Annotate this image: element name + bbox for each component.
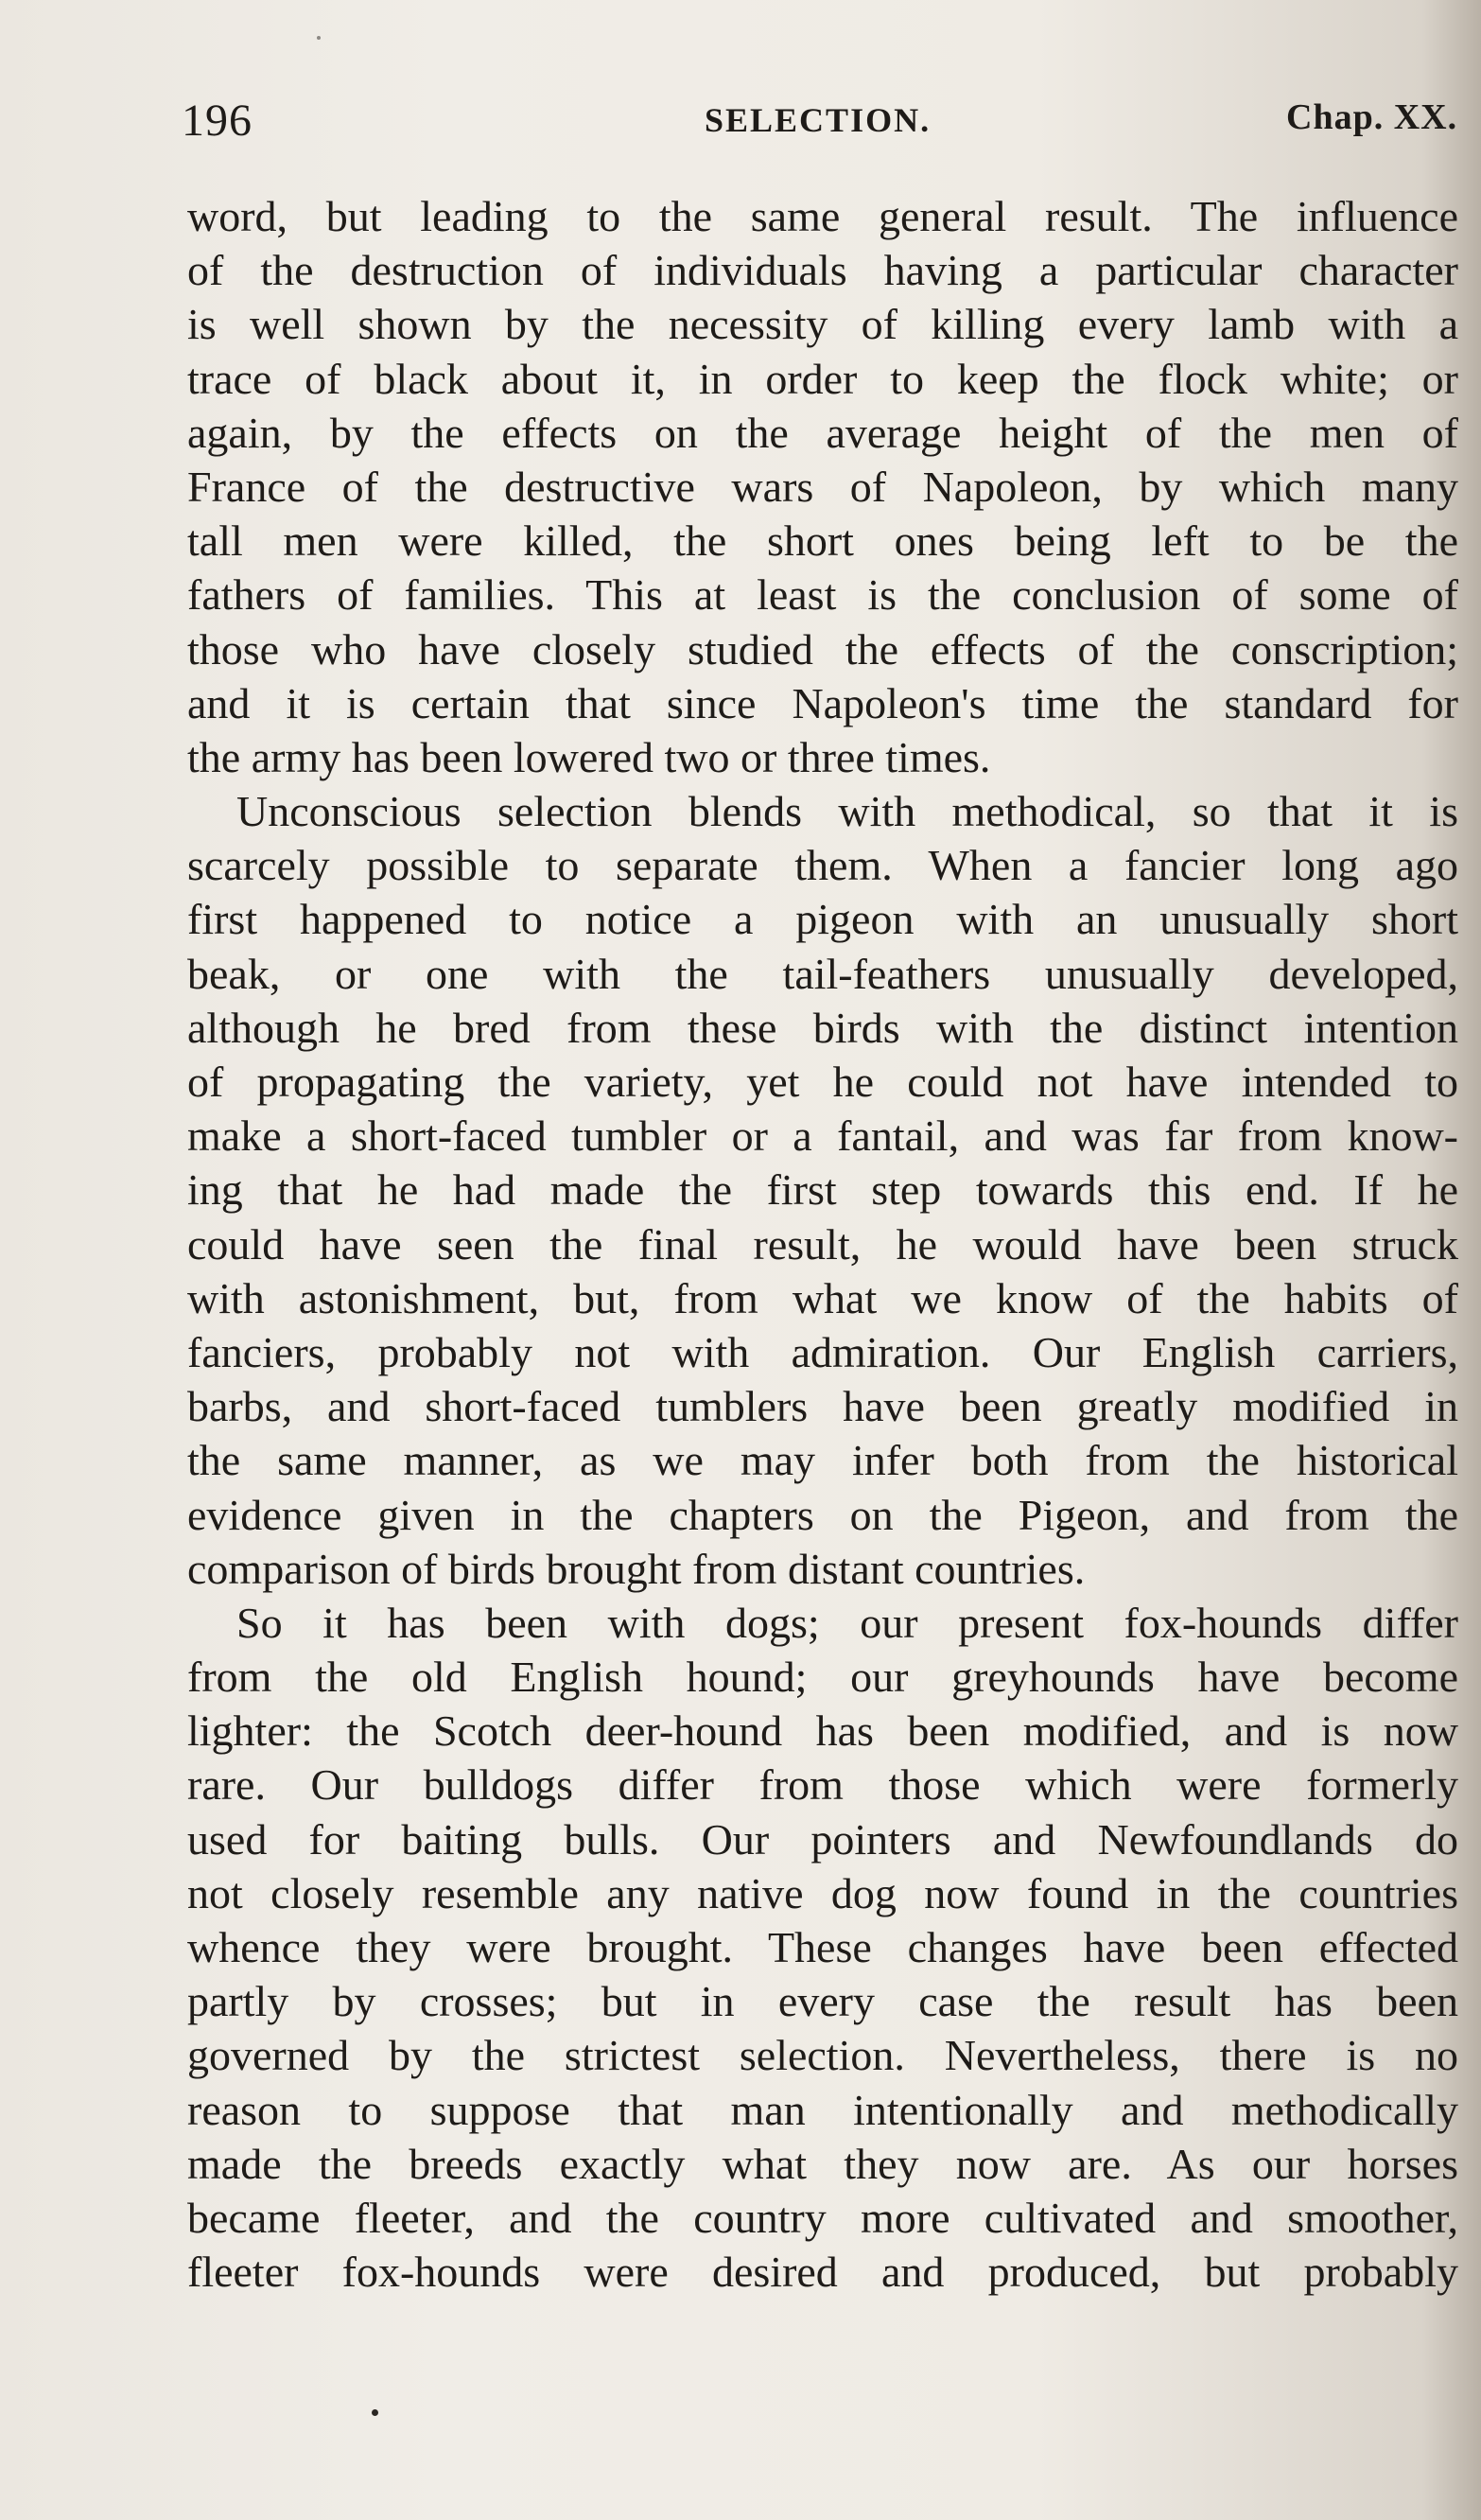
text-line: used for baiting bulls. Our pointers and Newfoundlands do (187, 1814, 1458, 1864)
text-line: ing that he had made the first step towards this end. If he (187, 1165, 1458, 1215)
text-line: those who have closely studied the effects of the conscription; (187, 624, 1458, 674)
text-line: governed by the strictest selection. Nevertheless, there is no (187, 2031, 1458, 2080)
body-text (187, 189, 1458, 2299)
chapter-reference: Chap. XX. (1286, 97, 1458, 137)
text-line: rare. Our bulldogs differ from those which were formerly (187, 1760, 1458, 1810)
text-line: France of the destructive wars of Napoleon, by which many (187, 462, 1458, 511)
text-line: So it has been with dogs; our present fox-hounds differ (236, 1598, 1458, 1647)
text-line: of the destruction of individuals having a particular character (187, 246, 1458, 295)
paragraph (187, 189, 1458, 784)
text-line: evidence given in the chapters on the Pigeon, and from the (187, 1490, 1458, 1539)
text-line: from the old English hound; our greyhounds have become (187, 1653, 1458, 1702)
text-line: barbs, and short-faced tumblers have been greatly modified in (187, 1382, 1458, 1431)
text-line: beak, or one with the tail-feathers unusually developed, (187, 949, 1458, 998)
text-line: fanciers, probably not with admiration. Our English carriers, (187, 1327, 1458, 1376)
text-line: with astonishment, but, from what we know of the habits of (187, 1273, 1458, 1322)
text-line: again, by the effects on the average height of the men of (187, 408, 1458, 457)
text-line: scarcely possible to separate them. When a fancier long ago (187, 841, 1458, 890)
text-line: trace of black about it, in order to keep the flock white; or (187, 354, 1458, 403)
text-line: Unconscious selection blends with methodical, so that it is (236, 787, 1458, 836)
text-line: comparison of birds brought from distant countries. (187, 1544, 1086, 1593)
text-line: tall men were killed, the short ones being left to be the (187, 516, 1458, 566)
page-number: 196 (182, 96, 253, 146)
text-line: reason to suppose that man intentionally and methodically (187, 2085, 1458, 2134)
text-line: fathers of families. This at least is the conclusion of some of (187, 570, 1458, 620)
paragraph (187, 1596, 1458, 2299)
text-line: first happened to notice a pigeon with an unusually short (187, 895, 1458, 944)
text-line: the army has been lowered two or three times. (187, 732, 991, 781)
text-line: partly by crosses; but in every case the result has been (187, 1977, 1458, 2026)
text-line: make a short-faced tumbler or a fantail, and was far from know- (187, 1111, 1458, 1161)
text-line: is well shown by the necessity of killing every lamb with a (187, 300, 1458, 349)
text-line: word, but leading to the same general result. The influence (187, 192, 1458, 240)
text-line: the same manner, as we may infer both from the historical (187, 1436, 1458, 1485)
page-header (0, 95, 1481, 151)
text-line: whence they were brought. These changes have been effected (187, 1923, 1458, 1971)
paper-speck (372, 2409, 378, 2416)
paragraph (187, 784, 1458, 1596)
running-title: SELECTION. (705, 101, 932, 139)
text-line: made the breeds exactly what they now are. As our horses (187, 2139, 1458, 2188)
text-line: lighter: the Scotch deer-hound has been modified, and is now (187, 1706, 1458, 1756)
paper-speck (317, 36, 321, 40)
text-line: of propagating the variety, yet he could not have intended to (187, 1058, 1458, 1106)
text-line: fleeter fox-hounds were desired and produced, but probably (187, 2248, 1458, 2297)
text-line: not closely resemble any native dog now found in the countries (187, 1868, 1458, 1917)
text-line: and it is certain that since Napoleon's time the standard for (187, 678, 1458, 727)
text-line: could have seen the final result, he would have been struck (187, 1219, 1458, 1269)
text-line: although he bred from these birds with the distinct intention (187, 1003, 1458, 1052)
text-line: became fleeter, and the country more cultivated and smoother, (187, 2193, 1458, 2242)
